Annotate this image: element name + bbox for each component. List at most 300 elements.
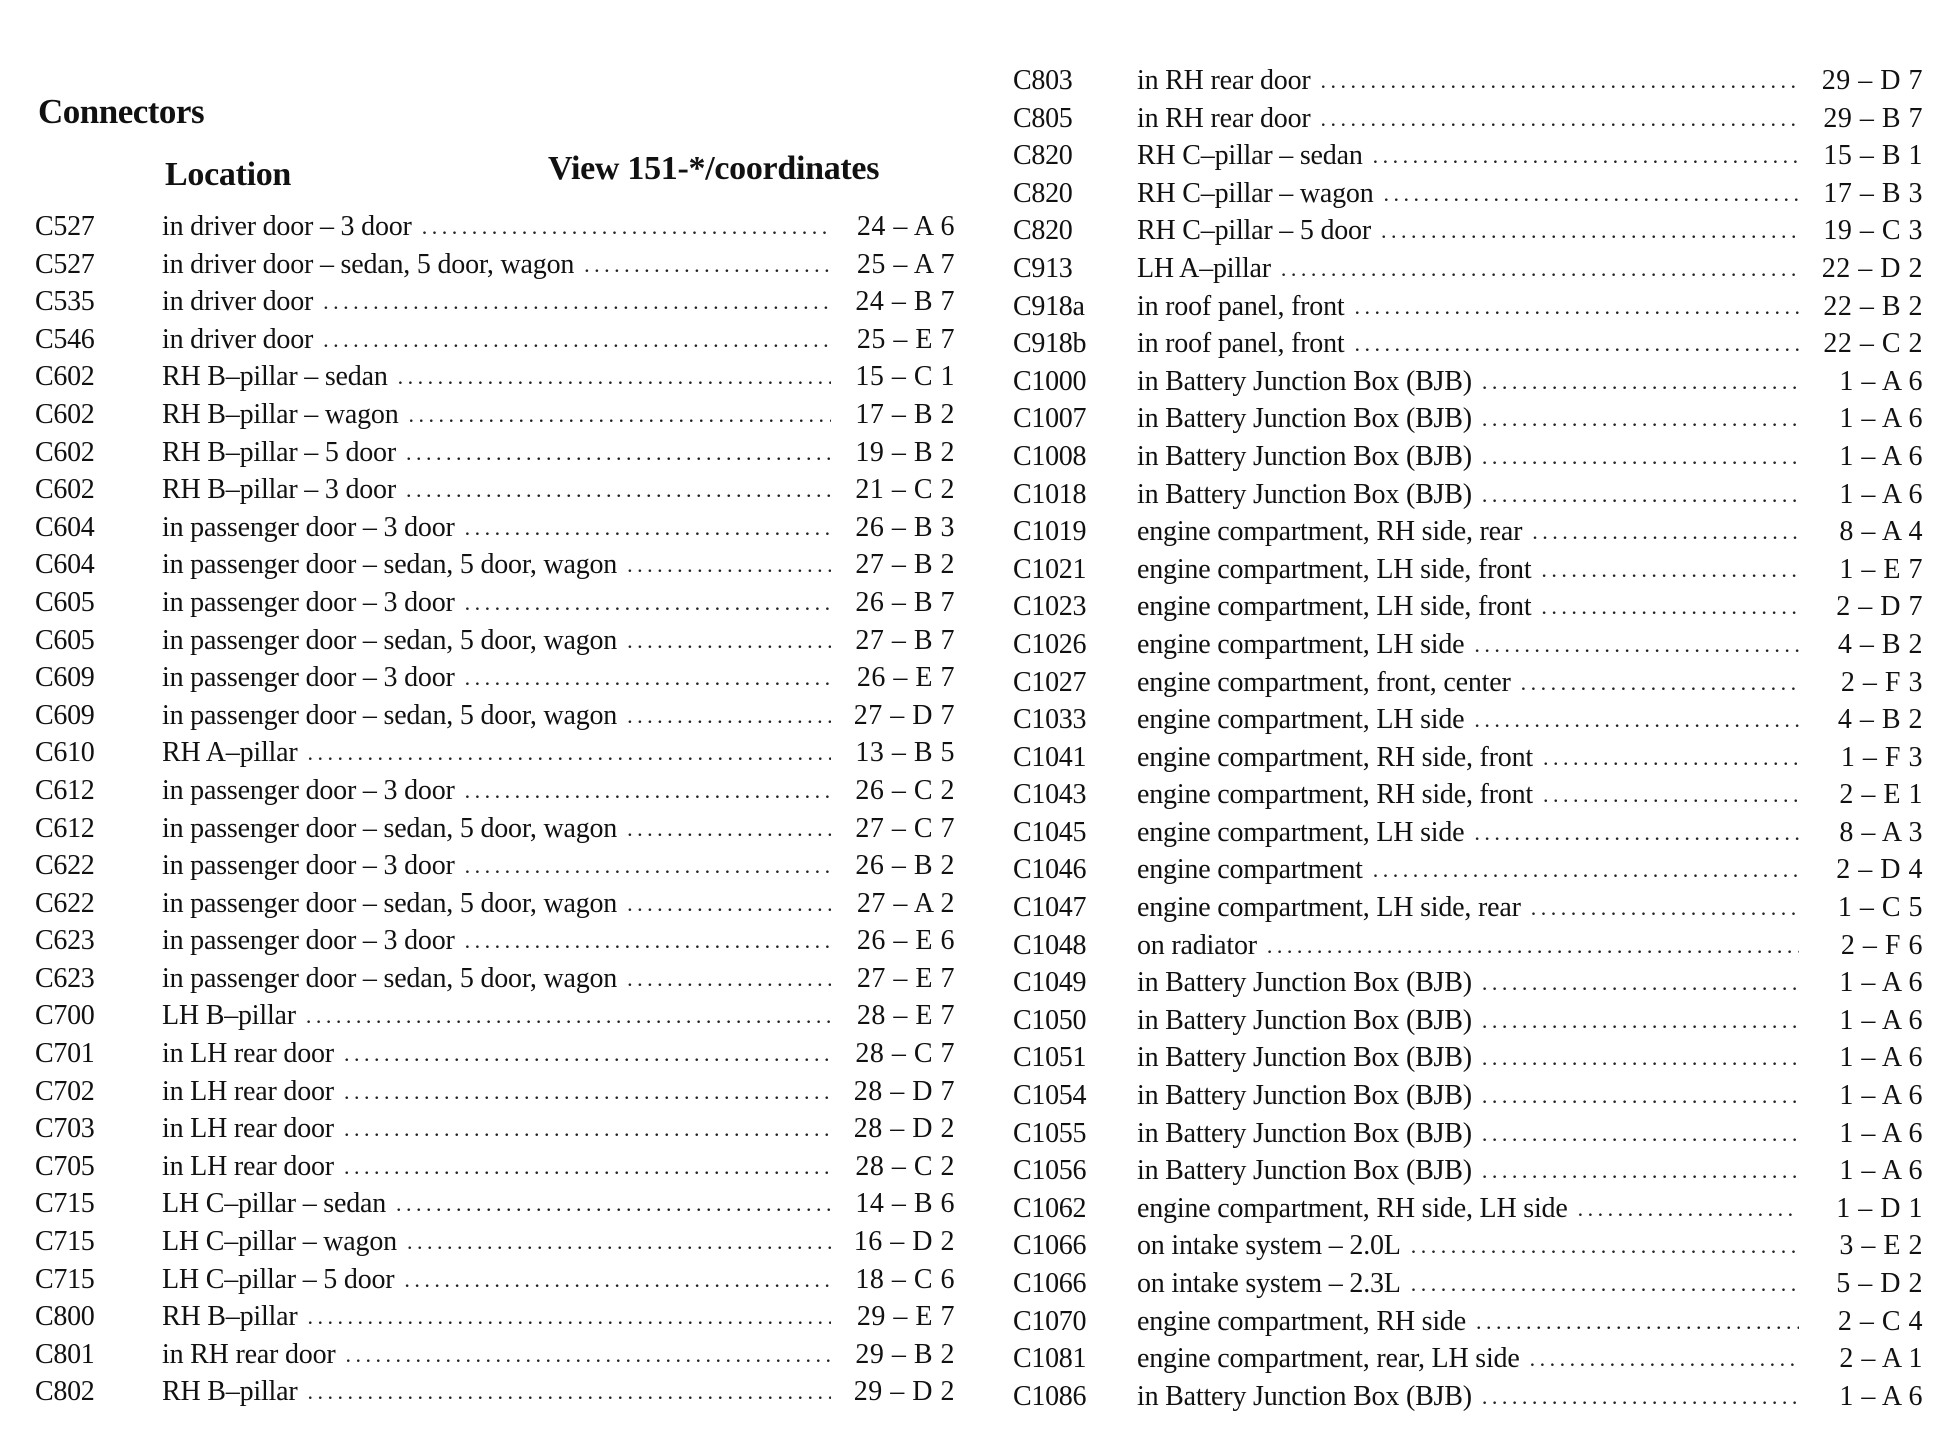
connector-row [1013, 100, 1923, 138]
view-coordinates: 27 – B 7 [855, 624, 955, 656]
connector-row [1013, 776, 1923, 814]
dot-leader [1474, 701, 1799, 739]
connector-location: in Battery Junction Box (BJB) [1137, 1117, 1472, 1149]
connector-location-cell [1137, 212, 1805, 250]
dot-leader [1531, 889, 1799, 927]
dot-leader [344, 1035, 831, 1073]
connector-code: C1066 [1013, 1268, 1087, 1299]
connector-location-cell [162, 1223, 837, 1261]
connector-location: engine compartment, LH side [1137, 628, 1465, 660]
view-coordinates: 4 – B 2 [1837, 704, 1923, 736]
view-coordinates: 27 – E 7 [856, 962, 955, 994]
connector-location: in LH rear door [162, 1075, 334, 1107]
connector-code: C1043 [1013, 779, 1087, 811]
view-coordinates: 22 – D 2 [1821, 252, 1923, 284]
connector-location: in Battery Junction Box (BJB) [1137, 1042, 1472, 1074]
dot-leader [344, 1073, 831, 1111]
view-coordinates: 1 – A 6 [1839, 365, 1923, 397]
dot-leader [398, 358, 831, 396]
connector-location-cell [1137, 288, 1805, 326]
connector-code: C1048 [1013, 929, 1087, 961]
view-coordinates: 1 – A 6 [1839, 478, 1923, 510]
view-coordinates: 13 – B 5 [855, 737, 955, 769]
connector-location-cell [1137, 664, 1805, 702]
connector-code: C913 [1013, 252, 1073, 284]
connector-row [35, 396, 955, 434]
view-coordinates: 1 – A 6 [1839, 1380, 1923, 1412]
connector-list-left [35, 208, 955, 1411]
connector-location: LH C–pillar – 5 door [162, 1263, 395, 1295]
dot-leader [1482, 1115, 1799, 1153]
connector-code: C820 [1013, 140, 1073, 172]
connector-code: C1086 [1013, 1380, 1087, 1412]
view-coordinates: 19 – B 2 [855, 436, 955, 468]
connector-location-cell [1137, 1115, 1805, 1153]
connector-location-cell [1137, 1303, 1805, 1341]
connector-location-cell [162, 960, 837, 998]
connector-location-cell [162, 810, 837, 848]
connector-location-cell [162, 1073, 837, 1111]
connector-location-cell [1137, 250, 1805, 288]
connector-location: in passenger door – sedan, 5 door, wagon [162, 624, 618, 656]
connector-location: in passenger door – sedan, 5 door, wagon [162, 962, 618, 994]
view-coordinates: 1 – A 6 [1839, 403, 1923, 435]
connector-code: C1047 [1013, 892, 1087, 924]
connector-row [1013, 438, 1923, 476]
connector-location: engine compartment, RH side, front [1137, 779, 1533, 811]
connector-location-cell [162, 1110, 837, 1148]
connector-code: C1046 [1013, 854, 1087, 886]
dot-leader [1482, 1152, 1799, 1190]
connector-location: RH C–pillar – sedan [1137, 140, 1363, 172]
connector-location: in Battery Junction Box (BJB) [1137, 403, 1472, 435]
dot-leader [627, 810, 831, 848]
connector-code: C1062 [1013, 1192, 1087, 1224]
dot-leader [1482, 476, 1799, 514]
connector-location-cell [1137, 1039, 1805, 1077]
connector-row [35, 1148, 955, 1186]
view-coordinates: 2 – F 6 [1840, 929, 1923, 961]
dot-leader [1482, 400, 1799, 438]
connector-row [35, 810, 955, 848]
connector-location-cell [162, 434, 837, 472]
connector-location-cell [1137, 1190, 1805, 1228]
connector-location: RH B–pillar – 5 door [162, 436, 396, 468]
connector-row [1013, 1378, 1923, 1416]
dot-leader [344, 1148, 831, 1186]
connector-row [1013, 927, 1923, 965]
connector-location: RH B–pillar [162, 1301, 298, 1333]
dot-leader [1476, 1303, 1799, 1341]
view-coordinates: 26 – B 3 [855, 511, 955, 543]
connector-list-right [1013, 62, 1923, 1415]
dot-leader [1482, 1039, 1799, 1077]
connector-row [35, 471, 955, 509]
connector-row [35, 622, 955, 660]
dot-leader [1411, 1227, 1799, 1265]
section-title: Connectors [38, 92, 205, 131]
dot-leader [1543, 739, 1799, 777]
view-coordinates: 27 – C 7 [855, 812, 955, 844]
connector-location: in passenger door – 3 door [162, 850, 455, 882]
dot-leader [323, 321, 831, 359]
connector-row [35, 1073, 955, 1111]
connector-row [35, 584, 955, 622]
connector-location: in driver door [162, 286, 314, 318]
view-coordinates: 28 – E 7 [856, 1000, 955, 1032]
connector-location-cell [1137, 1340, 1805, 1378]
connector-location: in LH rear door [162, 1150, 334, 1182]
connector-location-cell [1137, 889, 1805, 927]
connector-code: C1023 [1013, 591, 1087, 623]
view-coordinates: 19 – C 3 [1823, 215, 1923, 247]
dot-leader [627, 546, 831, 584]
view-coordinates: 1 – D 1 [1836, 1192, 1923, 1224]
connector-row [35, 1298, 955, 1336]
connector-location-cell [162, 283, 837, 321]
connector-code: C715 [35, 1226, 95, 1258]
connector-location: in passenger door – 3 door [162, 925, 455, 957]
view-coordinates: 17 – B 3 [1823, 177, 1923, 209]
connector-location-cell [1137, 626, 1805, 664]
connector-code: C802 [35, 1376, 95, 1408]
connector-location: engine compartment, front, center [1137, 666, 1511, 698]
connector-location: in Battery Junction Box (BJB) [1137, 1080, 1472, 1112]
connector-location-cell [162, 208, 837, 246]
connector-location-cell [162, 358, 837, 396]
connector-row [1013, 588, 1923, 626]
connector-code: C1049 [1013, 967, 1087, 999]
dot-leader [407, 1223, 831, 1261]
connector-location-cell [162, 1298, 837, 1336]
connector-row [35, 1223, 955, 1261]
connector-code: C700 [35, 1000, 95, 1032]
view-coordinates: 4 – B 2 [1837, 628, 1923, 660]
connector-location-cell [1137, 814, 1805, 852]
connector-location: in driver door – 3 door [162, 211, 412, 242]
connector-code: C1000 [1013, 365, 1087, 397]
connector-code: C623 [35, 962, 95, 994]
view-coordinates: 8 – A 3 [1839, 816, 1923, 848]
connector-row [35, 1261, 955, 1299]
connector-row [35, 509, 955, 547]
view-coordinates: 15 – B 1 [1823, 140, 1923, 172]
connector-location: in passenger door – 3 door [162, 662, 455, 694]
connector-location: in driver door [162, 323, 314, 355]
connector-row [1013, 851, 1923, 889]
connector-row [35, 847, 955, 885]
view-coordinates: 2 – F 3 [1840, 666, 1923, 698]
dot-leader [306, 997, 831, 1035]
dot-leader [307, 1298, 831, 1336]
connector-code: C605 [35, 586, 95, 618]
connector-location: engine compartment, RH side, rear [1137, 516, 1523, 548]
connector-code: C610 [35, 737, 95, 769]
connector-location-cell [162, 1261, 837, 1299]
dot-leader [465, 922, 831, 960]
connector-location-cell [162, 772, 837, 810]
connector-row [35, 772, 955, 810]
dot-leader [346, 1336, 831, 1374]
connector-location: engine compartment, RH side [1137, 1305, 1466, 1337]
connector-location: in Battery Junction Box (BJB) [1137, 967, 1472, 999]
dot-leader [1482, 1002, 1799, 1040]
view-coordinates: 28 – D 2 [853, 1113, 955, 1145]
dot-leader [1384, 175, 1799, 213]
view-coordinates: 24 – A 6 [856, 211, 955, 242]
connector-location-cell [162, 1148, 837, 1186]
connector-row [35, 1185, 955, 1223]
connector-location-cell [162, 584, 837, 622]
connector-location-cell [1137, 739, 1805, 777]
connector-location: RH B–pillar – wagon [162, 398, 399, 430]
connector-location-cell [1137, 551, 1805, 589]
dot-leader [627, 697, 831, 735]
dot-leader [1267, 927, 1799, 965]
view-coordinates: 29 – B 2 [855, 1338, 955, 1370]
connector-code: C622 [35, 887, 95, 919]
connector-row [1013, 1340, 1923, 1378]
connector-location: in RH rear door [1137, 102, 1311, 134]
connector-row [1013, 551, 1923, 589]
connector-location-cell [1137, 1002, 1805, 1040]
connector-row [35, 1035, 955, 1073]
connector-code: C803 [1013, 65, 1073, 96]
connector-row [1013, 1227, 1923, 1265]
connector-location: in passenger door – 3 door [162, 586, 455, 618]
dot-leader [465, 772, 831, 810]
dot-leader [1482, 1378, 1799, 1416]
view-coordinates: 18 – C 6 [855, 1263, 955, 1295]
connector-location-cell [162, 546, 837, 584]
view-coordinates: 22 – B 2 [1823, 290, 1923, 322]
connector-location: in passenger door – 3 door [162, 511, 455, 543]
view-coordinates: 1 – A 6 [1839, 967, 1923, 999]
connector-row [1013, 288, 1923, 326]
connector-row [35, 997, 955, 1035]
connector-code: C701 [35, 1038, 95, 1070]
view-coordinates: 29 – D 2 [853, 1376, 955, 1408]
view-coordinates: 28 – C 2 [855, 1150, 955, 1182]
view-coordinates: 28 – C 7 [855, 1038, 955, 1070]
connector-location-cell [162, 1035, 837, 1073]
connector-location-cell [162, 922, 837, 960]
view-coordinates: 8 – A 4 [1839, 516, 1923, 548]
connector-location: in Battery Junction Box (BJB) [1137, 478, 1472, 510]
connector-row [35, 922, 955, 960]
dot-leader [465, 584, 831, 622]
connector-code: C623 [35, 925, 95, 957]
connector-location: in passenger door – sedan, 5 door, wagon [162, 812, 618, 844]
dot-leader [307, 734, 831, 772]
connector-row [1013, 964, 1923, 1002]
connector-code: C805 [1013, 102, 1073, 134]
connector-location: in passenger door – sedan, 5 door, wagon [162, 699, 618, 731]
connector-location: in Battery Junction Box (BJB) [1137, 1380, 1472, 1412]
view-coordinates: 2 – E 1 [1839, 779, 1923, 811]
connector-location-cell [162, 734, 837, 772]
connector-code: C546 [35, 323, 95, 355]
connector-code: C1055 [1013, 1117, 1087, 1149]
connector-location-cell [1137, 363, 1805, 401]
view-coordinates: 1 – A 6 [1839, 1004, 1923, 1036]
connector-location: engine compartment, RH side, front [1137, 741, 1533, 773]
connector-row [1013, 1265, 1923, 1303]
view-coordinates: 27 – B 2 [855, 549, 955, 581]
connector-location: engine compartment, LH side, front [1137, 591, 1532, 623]
connector-code: C715 [35, 1263, 95, 1295]
connector-location-cell [1137, 100, 1805, 138]
connector-row [35, 1110, 955, 1148]
connector-row [1013, 739, 1923, 777]
dot-leader [396, 1185, 831, 1223]
view-coordinates: 15 – C 1 [855, 361, 955, 393]
connector-row [1013, 325, 1923, 363]
view-coordinates-column-header: View 151-*/coordinates [548, 150, 880, 187]
view-coordinates: 14 – B 6 [855, 1188, 955, 1220]
connector-location-cell [162, 997, 837, 1035]
connector-code: C527 [35, 248, 95, 280]
view-coordinates: 2 – A 1 [1839, 1343, 1923, 1375]
connector-location: in LH rear door [162, 1113, 334, 1145]
connector-location: in passenger door – 3 door [162, 774, 455, 806]
connector-code: C604 [35, 549, 95, 581]
connector-location: engine compartment [1137, 854, 1363, 886]
dot-leader [627, 960, 831, 998]
dot-leader [422, 208, 831, 246]
dot-leader [344, 1110, 831, 1148]
view-coordinates: 24 – B 7 [855, 286, 955, 318]
connector-code: C918b [1013, 328, 1087, 360]
connector-location-cell [162, 509, 837, 547]
connector-row [1013, 1303, 1923, 1341]
connector-code: C800 [35, 1301, 95, 1333]
connector-location: in RH rear door [1137, 65, 1311, 96]
connector-location: engine compartment, LH side, rear [1137, 892, 1521, 924]
connector-location: engine compartment, LH side [1137, 704, 1465, 736]
connector-row [35, 960, 955, 998]
connector-code: C1019 [1013, 516, 1087, 548]
dot-leader [1482, 363, 1799, 401]
view-coordinates: 29 – E 7 [856, 1301, 955, 1333]
dot-leader [1281, 250, 1799, 288]
dot-leader [1521, 664, 1799, 702]
view-coordinates: 1 – A 6 [1839, 1042, 1923, 1074]
connector-location: RH C–pillar – 5 door [1137, 215, 1371, 247]
connector-location: in LH rear door [162, 1038, 334, 1070]
connector-code: C705 [35, 1150, 95, 1182]
connector-location-cell [1137, 701, 1805, 739]
dot-leader [1474, 814, 1799, 852]
connector-location: LH A–pillar [1137, 252, 1271, 284]
connector-row [1013, 175, 1923, 213]
connector-row [35, 885, 955, 923]
connector-row [35, 546, 955, 584]
dot-leader [627, 885, 831, 923]
connector-row [35, 358, 955, 396]
dot-leader [1355, 325, 1800, 363]
connector-location: engine compartment, LH side, front [1137, 553, 1532, 585]
connector-code: C715 [35, 1188, 95, 1220]
connector-row [1013, 400, 1923, 438]
connector-location-cell [1137, 400, 1805, 438]
connector-location-cell [162, 396, 837, 434]
view-coordinates: 2 – D 7 [1836, 591, 1923, 623]
connector-code: C602 [35, 474, 95, 506]
connector-row [1013, 212, 1923, 250]
dot-leader [465, 509, 831, 547]
connector-code: C1041 [1013, 741, 1087, 773]
connector-code: C612 [35, 774, 95, 806]
connector-row [1013, 626, 1923, 664]
connector-location-cell [162, 622, 837, 660]
connector-location: in Battery Junction Box (BJB) [1137, 1004, 1472, 1036]
connector-location-cell [1137, 1378, 1805, 1416]
connector-row [35, 208, 955, 246]
view-coordinates: 2 – C 4 [1837, 1305, 1923, 1337]
dot-leader [1541, 588, 1799, 626]
view-coordinates: 21 – C 2 [855, 474, 955, 506]
view-coordinates: 1 – F 3 [1840, 741, 1923, 773]
connector-location-cell [1137, 776, 1805, 814]
connector-code: C1056 [1013, 1155, 1087, 1187]
connector-code: C602 [35, 398, 95, 430]
connector-location: in Battery Junction Box (BJB) [1137, 440, 1472, 472]
connector-code: C1070 [1013, 1305, 1087, 1337]
connector-row [1013, 363, 1923, 401]
connector-location: in Battery Junction Box (BJB) [1137, 365, 1472, 397]
connector-code: C1045 [1013, 816, 1087, 848]
view-coordinates: 26 – B 7 [855, 586, 955, 618]
connector-row [1013, 137, 1923, 175]
connector-location-cell [162, 697, 837, 735]
connector-location: in roof panel, front [1137, 290, 1345, 322]
connector-location: on intake system – 2.0L [1137, 1230, 1401, 1262]
view-coordinates: 28 – D 7 [853, 1075, 955, 1107]
connector-row [1013, 1190, 1923, 1228]
connector-location: RH B–pillar [162, 1376, 298, 1408]
connector-location-cell [1137, 137, 1805, 175]
connector-row [35, 697, 955, 735]
view-coordinates: 27 – A 2 [856, 887, 955, 919]
connector-row [1013, 1115, 1923, 1153]
connector-location-cell [1137, 588, 1805, 626]
dot-leader [307, 1373, 831, 1411]
connector-code: C622 [35, 850, 95, 882]
connector-row [1013, 814, 1923, 852]
connector-row [1013, 250, 1923, 288]
connector-location: engine compartment, LH side [1137, 816, 1465, 848]
connector-location: RH C–pillar – wagon [1137, 177, 1374, 209]
dot-leader [406, 471, 831, 509]
connector-code: C605 [35, 624, 95, 656]
connector-code: C604 [35, 511, 95, 543]
view-coordinates: 1 – E 7 [1839, 553, 1923, 585]
connector-location: LH B–pillar [162, 1000, 296, 1032]
connector-location: engine compartment, RH side, LH side [1137, 1192, 1568, 1224]
dot-leader [1482, 964, 1799, 1002]
connector-location-cell [1137, 927, 1805, 965]
connector-row [1013, 701, 1923, 739]
connector-location-cell [162, 321, 837, 359]
dot-leader [1381, 212, 1799, 250]
connector-code: C609 [35, 662, 95, 694]
connector-code: C1033 [1013, 704, 1087, 736]
connector-location: on intake system – 2.3L [1137, 1268, 1401, 1299]
view-coordinates: 29 – B 7 [1823, 102, 1923, 134]
connector-location-cell [1137, 1077, 1805, 1115]
connector-code: C1054 [1013, 1080, 1087, 1112]
